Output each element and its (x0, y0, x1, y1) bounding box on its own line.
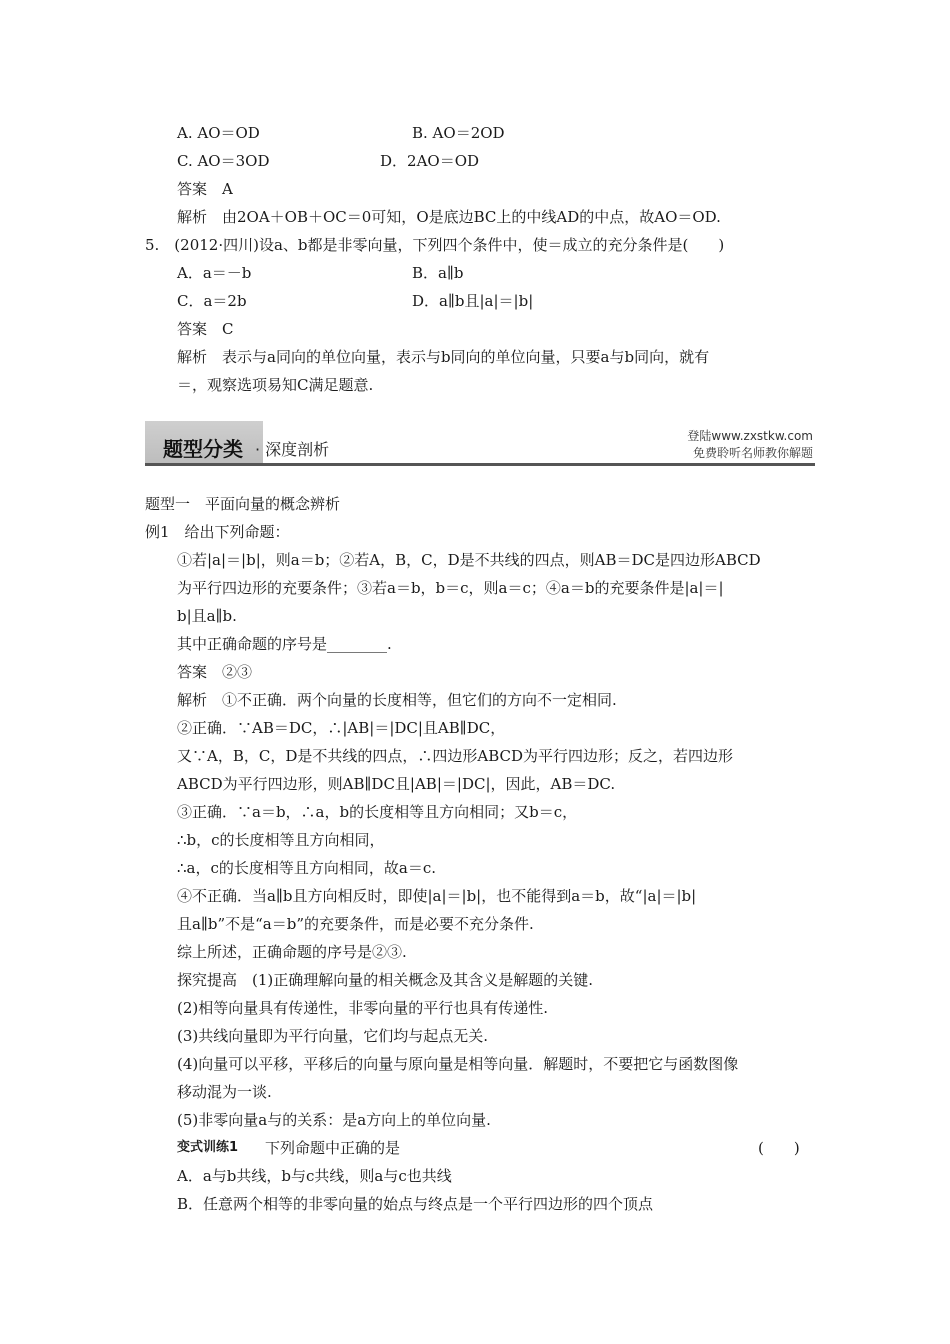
drill-option-a: A．a与b共线，b与c共线，则a与c也共线 (177, 1167, 452, 1185)
q5-analysis-line1: 解析 表示与a同向的单位向量，表示与b同向的单位向量，只要a与b同向，就有 (177, 348, 710, 366)
banner-title: 题型分类 (163, 437, 243, 461)
question-5-stem: 5. (2012·四川)设a、b都是非零向量，下列四个条件中，使＝成立的充分条件是( ) (145, 236, 725, 254)
type-title: 题型一 平面向量的概念辨析 (145, 495, 341, 513)
answer: 答案 A (177, 180, 233, 198)
analysis-line: ABCD为平行四边形，则AB∥DC且|AB|＝|DC|，因此，AB＝DC. (177, 775, 616, 793)
example-line: 其中正确命题的序号是________. (177, 635, 392, 653)
example-line: b|且a∥b. (177, 607, 237, 625)
tip-line: 移动混为一谈. (177, 1083, 272, 1101)
drill-answer-paren: ( ) (758, 1139, 800, 1157)
option-b: B. AO＝2OD (412, 124, 505, 142)
option-d: D．2AO＝OD (380, 152, 480, 170)
q5-answer: 答案 C (177, 320, 234, 338)
banner-slogan: 免费聆听名师教你解题 (692, 446, 813, 460)
tip-line: (2)相等向量具有传递性，非零向量的平行也具有传递性. (177, 999, 549, 1017)
analysis-line: 又∵A，B，C，D是不共线的四点，∴四边形ABCD为平行四边形；反之，若四边形 (177, 747, 733, 765)
banner-rule (145, 463, 815, 466)
tip-line: (3)共线向量即为平行向量，它们均与起点无关. (177, 1027, 489, 1045)
drill-stem: 下列命题中正确的是 (265, 1139, 401, 1157)
analysis-line: 解析 ①不正确．两个向量的长度相等，但它们的方向不一定相同. (177, 691, 617, 709)
analysis-line: ③正确．∵a＝b，∴a，b的长度相等且方向相同；又b＝c， (177, 803, 578, 821)
q5-option-b: B．a∥b (412, 264, 464, 282)
example-title: 例1 给出下列命题： (145, 523, 290, 541)
tip-line: (5)非零向量a与的关系：是a方向上的单位向量. (177, 1111, 491, 1129)
example-line: ①若|a|＝|b|，则a＝b；②若A，B，C，D是不共线的四点，则AB＝DC是四边形ABCD (177, 551, 761, 569)
drill-option-b: B．任意两个相等的非零向量的始点与终点是一个平行四边形的四个顶点 (177, 1195, 654, 1213)
analysis-line: ∴b，c的长度相等且方向相同， (177, 831, 385, 849)
q5-option-a: A．a＝－b (177, 264, 252, 282)
analysis: 解析 由2OA＋OB＋OC＝0可知，O是底边BC上的中线AD的中点，故AO＝OD. (177, 208, 721, 226)
analysis-line: ②正确．∵AB＝DC，∴|AB|＝|DC|且AB∥DC， (177, 719, 506, 737)
analysis-line: ④不正确．当a∥b且方向相反时，即使|a|＝|b|，也不能得到a＝b，故“|a|＝|b| (177, 887, 697, 905)
option-a: A. AO＝OD (177, 124, 260, 142)
tip-line: (4)向量可以平移，平移后的向量与原向量是相等向量．解题时，不要把它与函数图像 (177, 1055, 739, 1073)
drill-tag: 变式训练1 (177, 1140, 239, 1155)
analysis-line: 且a∥b”不是“a＝b”的充要条件，而是必要不充分条件. (177, 915, 534, 933)
banner-site: 登陆www.zxstkw.com (687, 429, 813, 443)
q5-option-c: C．a＝2b (177, 292, 247, 310)
analysis-line: 综上所述，正确命题的序号是②③. (177, 943, 407, 961)
q5-analysis-line2: ＝，观察选项易知C满足题意. (177, 376, 374, 394)
tip-line: 探究提高 (1)正确理解向量的相关概念及其含义是解题的关键. (177, 971, 594, 989)
option-c: C. AO＝3OD (177, 152, 270, 170)
banner-subtitle: · 深度剖析 (255, 440, 330, 459)
analysis-line: ∴a，c的长度相等且方向相同，故a＝c. (177, 859, 437, 877)
example-line: 为平行四边形的充要条件；③若a＝b，b＝c，则a＝c；④a＝b的充要条件是|a|＝| (177, 579, 724, 597)
section-banner (145, 421, 815, 467)
q5-option-d: D．a∥b且|a|＝|b| (412, 292, 534, 310)
example-answer: 答案 ②③ (177, 663, 253, 681)
